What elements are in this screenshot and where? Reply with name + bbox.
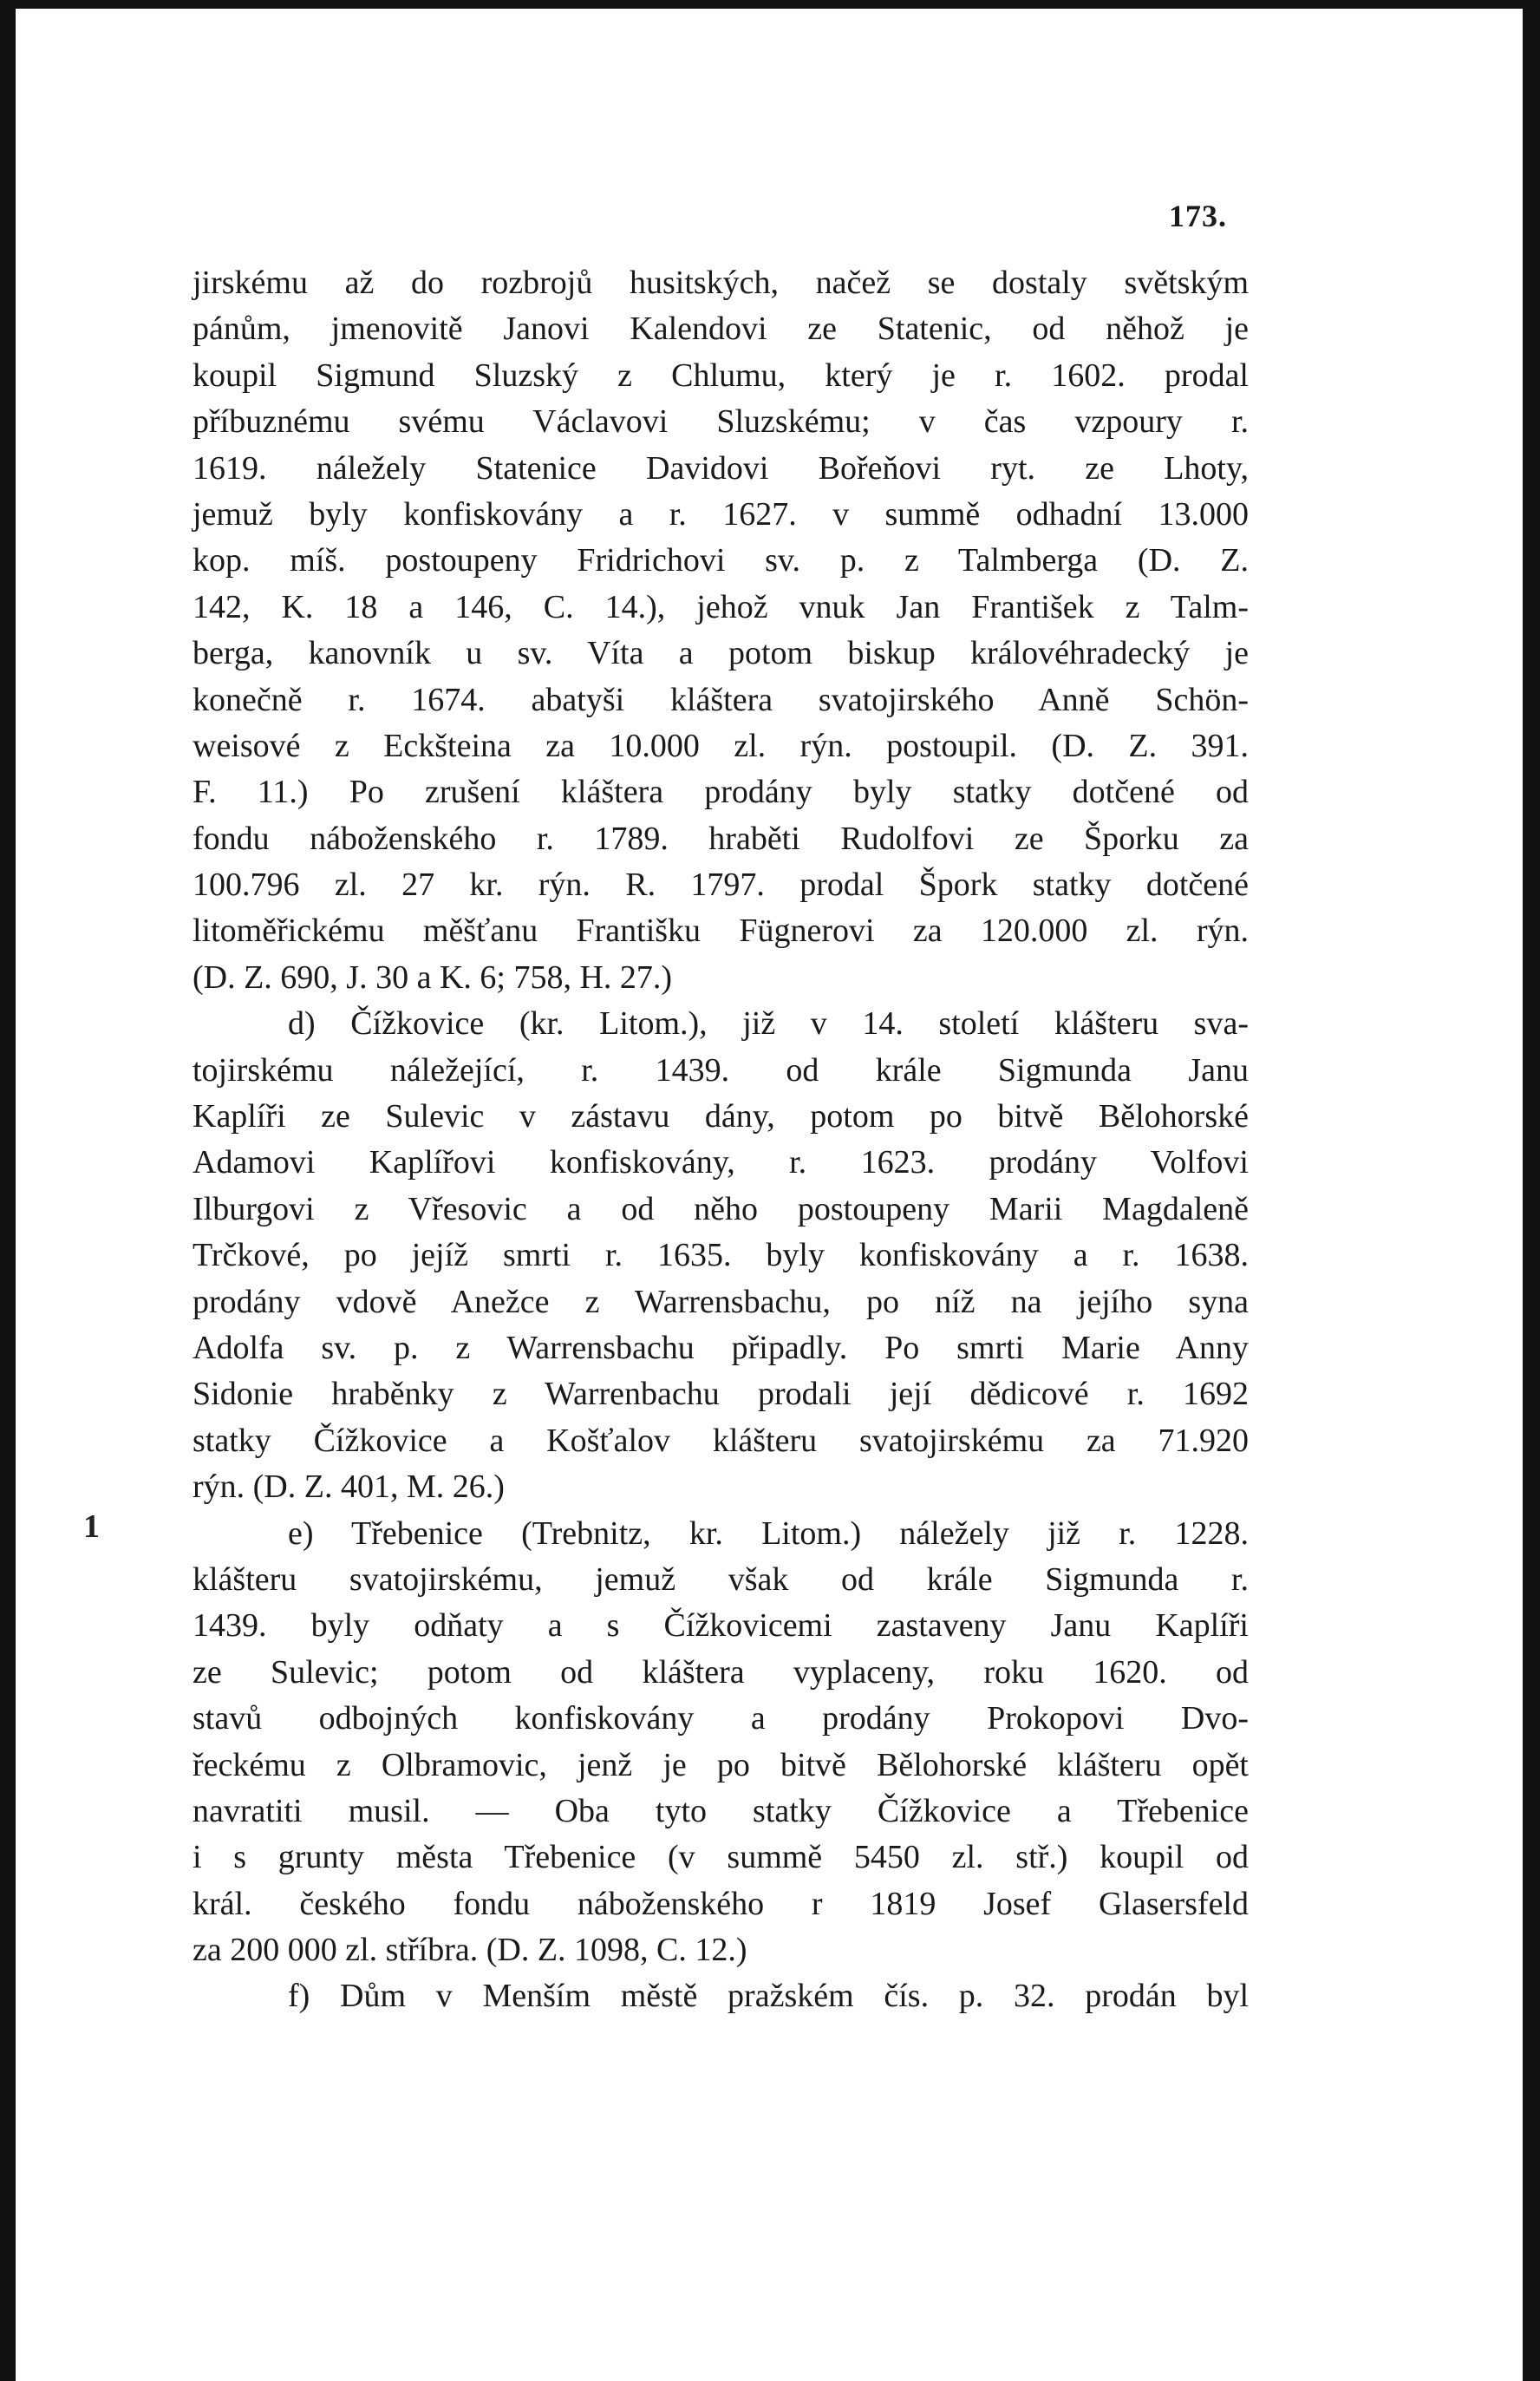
scan-edge-left (0, 0, 16, 2381)
text-line: Kaplíři ze Sulevic v zástavu dány, potom po bitvě Bělohorské (192, 1098, 1249, 1135)
text-line: 100.796 zl. 27 kr. rýn. R. 1797. prodal Špork statky dotčené (192, 867, 1249, 904)
text-line: koupil Sigmund Sluzský z Chlumu, který je r. 1602. prodal (192, 356, 1249, 394)
text-line: tojirskému náležející, r. 1439. od krále Sigmunda Janu (192, 1051, 1249, 1089)
text-line: weisové z Eckšteina za 10.000 zl. rýn. postoupil. (D. Z. 391. (192, 727, 1249, 764)
text-line: stavů odbojných konfiskovány a prodány Prokopovi Dvo- (192, 1700, 1249, 1737)
text-line: (D. Z. 690, J. 30 a K. 6; 758, H. 27.) (192, 958, 673, 996)
text-line: navratiti musil. — Oba tyto statky Čížkovice a Třebenice (192, 1792, 1249, 1829)
text-line: f) Dům v Menším městě pražském čís. p. 32. prodán byl (288, 1978, 1249, 2015)
text-line: rýn. (D. Z. 401, M. 26.) (192, 1469, 505, 1506)
text-line: jemuž byly konfiskovány a r. 1627. v summě odhadní 13.000 (192, 495, 1249, 533)
page-number: 173. (1169, 199, 1227, 233)
text-line: kop. míš. postoupeny Fridrichovi sv. p. z Talmberga (D. Z. (192, 542, 1249, 579)
text-line: litoměřickému měšťanu Františku Fügnerovi za 120.000 zl. rýn. (192, 912, 1249, 950)
text-line: prodány vdově Anežce z Warrensbachu, po níž na jejího syna (192, 1283, 1249, 1320)
text-line: F. 11.) Po zrušení kláštera prodány byly statky dotčené od (192, 774, 1249, 811)
text-line: konečně r. 1674. abatyši kláštera svatojirského Anně Schön- (192, 681, 1249, 718)
scan-edge-right (1523, 0, 1540, 2381)
text-line: e) Třebenice (Trebnitz, kr. Litom.) náležely již r. 1228. (288, 1514, 1249, 1552)
text-line: klášteru svatojirskému, jemuž však od krále Sigmunda r. (192, 1560, 1249, 1598)
text-line: berga, kanovník u sv. Víta a potom biskup královéhradecký je (192, 635, 1249, 672)
text-line: 1439. byly odňaty a s Čížkovicemi zastaveny Janu Kaplíři (192, 1607, 1249, 1645)
text-line: statky Čížkovice a Košťalov klášteru svatojirskému za 71.920 (192, 1422, 1249, 1459)
text-line: pánům, jmenovitě Janovi Kalendovi ze Statenic, od něhož je (192, 311, 1249, 348)
text-line: fondu náboženského r. 1789. hraběti Rudolfovi ze Šporku za (192, 820, 1249, 857)
text-line: i s grunty města Třebenice (v summě 5450 zl. stř.) koupil od (192, 1839, 1249, 1876)
text-line: ze Sulevic; potom od kláštera vyplaceny, roku 1620. od (192, 1653, 1249, 1691)
body-text (192, 260, 1249, 2020)
margin-note: 1 (83, 1508, 100, 1545)
text-line: 142, K. 18 a 146, C. 14.), jehož vnuk Jan František z Talm- (192, 588, 1249, 625)
text-line: příbuznému svému Václavovi Sluzskému; v čas vzpoury r. (192, 403, 1249, 441)
text-line: Adolfa sv. p. z Warrensbachu připadly. Po smrti Marie Anny (192, 1329, 1249, 1366)
text-line: za 200 000 zl. stříbra. (D. Z. 1098, C. 12.) (192, 1932, 747, 1969)
text-line: Sidonie hraběnky z Warrenbachu prodali její dědicové r. 1692 (192, 1376, 1249, 1413)
text-line: Trčkové, po jejíž smrti r. 1635. byly konfiskovány a r. 1638. (192, 1237, 1249, 1274)
text-line: 1619. náležely Statenice Davidovi Bořeňovi ryt. ze Lhoty, (192, 449, 1249, 487)
text-line: Ilburgovi z Vřesovic a od něho postoupeny Marii Magdaleně (192, 1190, 1249, 1227)
text-line: řeckému z Olbramovic, jenž je po bitvě Bělohorské klášteru opět (192, 1746, 1249, 1783)
text-line: král. českého fondu náboženského r 1819 Josef Glasersfeld (192, 1885, 1249, 1922)
text-line: Adamovi Kaplířovi konfiskovány, r. 1623. prodány Volfovi (192, 1144, 1249, 1181)
text-line: d) Čížkovice (kr. Litom.), již v 14. století klášteru sva- (288, 1005, 1249, 1043)
scan-edge-top (0, 0, 1540, 9)
text-line: jirskému až do rozbrojů husitských, načež se dostaly světským (192, 265, 1249, 301)
